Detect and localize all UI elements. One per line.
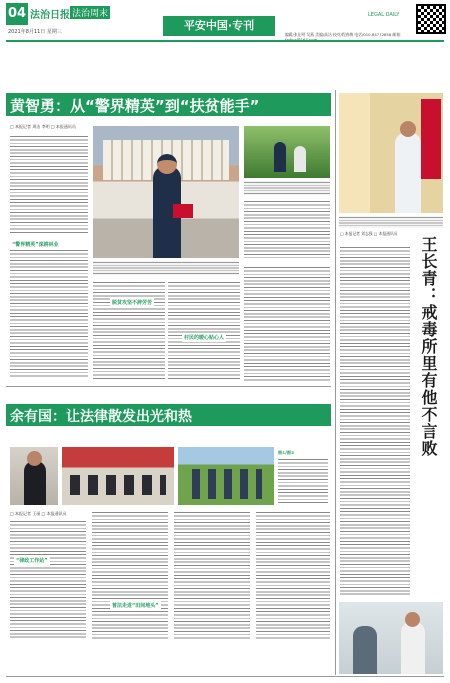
subhead-2b: 普法走进“田间地头”	[112, 603, 159, 609]
article2-col4	[256, 511, 330, 640]
byline-3: □ 本报记者 刘志强 □ 本报通讯员	[340, 231, 398, 236]
lawyer-head	[27, 451, 42, 466]
doctor-head	[400, 121, 416, 137]
counselor-head	[405, 612, 420, 627]
headline-2: 余有国：让法律散发出光和热	[10, 409, 192, 425]
footer-rule	[6, 676, 444, 677]
paper-sub-logo: 法治周末	[70, 6, 110, 19]
issue-date: 2021年8月11日 星期三	[8, 29, 62, 35]
headline-1: 黄智勇：从“警界精英”到“扶贫能手”	[10, 97, 260, 115]
legal-daily-label: LEGAL DAILY	[368, 12, 400, 18]
article3-text-top	[340, 246, 410, 596]
photo-doctor	[339, 93, 443, 213]
subhead-1c: 村民的暖心贴心人	[184, 335, 225, 341]
subhead-2a: “律政工作站”	[16, 558, 48, 564]
article1-col1-top	[10, 135, 88, 235]
photo-field-visit	[178, 447, 274, 505]
article1-col4-top	[244, 200, 330, 260]
article2-col1	[10, 520, 86, 640]
byline-2: □ 本报记者 王丽 □ 本报通讯员	[10, 511, 67, 516]
counselor-figure	[401, 622, 425, 674]
article2-col3	[174, 511, 250, 640]
subhead-1b: 脱贫攻坚不辞劳苦	[112, 300, 153, 306]
photo-counseling	[339, 602, 443, 674]
photo-police-officer	[93, 126, 239, 258]
section-divider	[6, 386, 331, 387]
group-figures	[192, 469, 262, 499]
photo-meeting	[62, 447, 174, 505]
lawyer-figure	[24, 461, 46, 505]
officer-head	[157, 154, 177, 174]
qr-code	[416, 4, 446, 34]
subhead-1a: “警界精英”深耕林业	[12, 242, 59, 248]
attendee-row	[70, 475, 166, 495]
headline-3: 王长青：戒毒所里有他不言败	[419, 236, 438, 457]
article2-col2	[92, 511, 168, 640]
photo-labels: 图①/图②	[278, 450, 295, 455]
article1-col4-bottom	[244, 266, 330, 381]
article1-col1-bottom	[10, 249, 88, 379]
photo-caption-3	[339, 216, 443, 228]
section-title: 平安中国·专刊	[163, 16, 275, 36]
page-number: 04	[6, 3, 28, 25]
photo-caption-2	[244, 181, 330, 195]
editors-line: 编辑/张仕明 吴燕 美编/高洁 校对/程春梅 电话/010-84772858 邮箱：	[285, 32, 404, 37]
photo-label-text	[278, 458, 328, 504]
photo-lawyer	[10, 447, 58, 505]
red-poster	[421, 99, 441, 179]
certificate	[173, 204, 193, 218]
farmer-figure-2	[294, 146, 306, 172]
patient-figure	[353, 626, 377, 674]
byline-1: □ 本报记者 周洁 李明 □ 本报通讯员	[10, 124, 76, 129]
article1-col3	[168, 281, 240, 381]
masthead-rule	[6, 40, 444, 42]
paper-logo: 法治日报	[30, 10, 70, 21]
right-column-border	[335, 90, 336, 675]
farmer-figure	[274, 142, 286, 172]
photo-farm	[244, 126, 330, 178]
article1-col2	[93, 281, 165, 381]
doctor-figure	[395, 133, 421, 213]
photo-caption-1	[93, 261, 239, 275]
